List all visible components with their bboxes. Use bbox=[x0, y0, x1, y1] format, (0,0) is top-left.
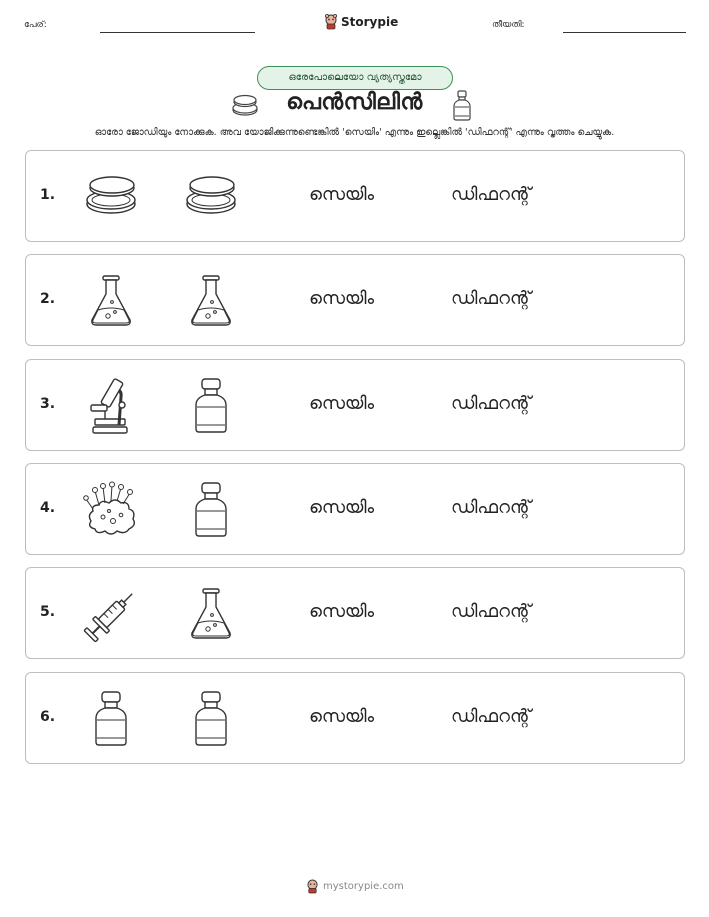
vial-icon bbox=[452, 90, 472, 122]
brand-logo bbox=[324, 14, 398, 30]
flask-icon bbox=[181, 272, 241, 330]
question-number: 3. bbox=[40, 395, 56, 412]
worksheet-header bbox=[0, 14, 709, 38]
vial-icon bbox=[181, 481, 241, 539]
date-label: തീയതി: bbox=[492, 20, 525, 30]
page-title: പെൻസിലിൻ bbox=[286, 90, 423, 115]
name-line bbox=[100, 32, 255, 33]
microscope-icon bbox=[81, 377, 141, 435]
question-row bbox=[25, 463, 685, 555]
brand-name: Storypie bbox=[341, 15, 399, 29]
question-row bbox=[25, 150, 685, 242]
date-line bbox=[563, 32, 686, 33]
storypie-mascot-icon bbox=[324, 14, 338, 30]
syringe-icon bbox=[81, 585, 141, 643]
different-option[interactable]: ഡിഫറന്റ് bbox=[451, 184, 532, 205]
question-number: 4. bbox=[40, 499, 56, 516]
petri-dish-icon bbox=[181, 168, 241, 226]
same-option[interactable]: സെയിം bbox=[309, 184, 375, 205]
question-number: 6. bbox=[40, 708, 56, 725]
different-option[interactable]: ഡിഫറന്റ് bbox=[451, 288, 532, 310]
worksheet-type-badge: ഒരേപോലെയോ വ്യത്യസ്തമോ bbox=[257, 66, 453, 90]
question-number: 1. bbox=[40, 187, 56, 203]
title-row bbox=[0, 90, 709, 122]
same-option[interactable]: സെയിം bbox=[309, 705, 375, 727]
question-row bbox=[25, 567, 685, 659]
petri-dish-icon bbox=[81, 168, 141, 226]
different-option[interactable]: ഡിഫറന്റ് bbox=[451, 496, 532, 518]
question-row bbox=[25, 672, 685, 764]
flask-icon bbox=[81, 272, 141, 330]
question-number: 5. bbox=[40, 604, 56, 621]
mold-icon bbox=[81, 481, 141, 539]
question-row bbox=[25, 359, 685, 451]
same-option[interactable]: സെയിം bbox=[309, 288, 375, 310]
vial-icon bbox=[181, 690, 241, 748]
different-option[interactable]: ഡിഫറന്റ് bbox=[451, 392, 532, 414]
vial-icon bbox=[181, 377, 241, 435]
question-row bbox=[25, 254, 685, 346]
vial-icon bbox=[81, 690, 141, 748]
same-option[interactable]: സെയിം bbox=[309, 601, 375, 623]
storypie-mascot-icon bbox=[306, 879, 319, 894]
same-option[interactable]: സെയിം bbox=[309, 392, 375, 414]
flask-icon bbox=[181, 585, 241, 643]
same-option[interactable]: സെയിം bbox=[309, 496, 375, 518]
different-option[interactable]: ഡിഫറന്റ് bbox=[451, 601, 532, 623]
footer bbox=[306, 879, 404, 894]
instructions: ഓരോ ജോഡിയും നോക്കുക. അവ യോജിക്കുന്നുണ്ടെങ്കിൽ 'സെയിം' എന്നും ഇല്ലെങ്കിൽ 'ഡിഫറന്റ്' എന്നും വൃത്തം ചെയ്യുക. bbox=[94, 127, 615, 138]
different-option[interactable]: ഡിഫറന്റ് bbox=[451, 705, 532, 727]
name-label: പേര്: bbox=[24, 20, 47, 30]
question-number: 2. bbox=[40, 291, 56, 308]
footer-url[interactable]: mystorypie.com bbox=[323, 881, 404, 892]
